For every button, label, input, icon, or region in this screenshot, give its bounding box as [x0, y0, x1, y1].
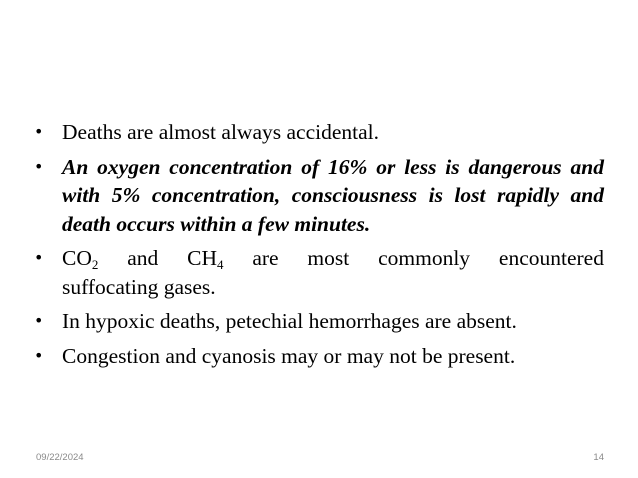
bullet-word: encountered — [498, 246, 604, 270]
bullet-item-accidental — [34, 118, 604, 147]
bullet-dot-icon: • — [34, 345, 44, 365]
footer-date: 09/22/2024 — [36, 452, 84, 463]
bullet-dot-icon: • — [34, 156, 44, 176]
bullet-line-gases — [62, 244, 604, 273]
formula-co2: $CO_2$ — [62, 246, 99, 272]
bullet-item-petechial — [34, 307, 604, 336]
bullet-text: Congestion and cyanosis may or may not be present. — [62, 343, 516, 368]
bullet-text: Deaths are almost always accidental. — [62, 120, 379, 144]
bullet-dot-icon: • — [34, 248, 44, 267]
bullet-list — [34, 118, 604, 376]
bullet-word: are — [252, 246, 279, 270]
bullet-item-oxygen-concentration — [34, 153, 604, 239]
bullet-text: An oxygen concentration of 16% or less is dangerous and with 5% concentration, consciousness is lost rapidly and death occurs within a few minutes. — [62, 154, 604, 236]
bullet-item-suffocating-gases — [34, 244, 604, 301]
bullet-word: and — [127, 246, 159, 270]
bullet-dot-icon: • — [34, 311, 44, 330]
formula-ch4: $CH_4$ — [187, 246, 224, 272]
bullet-text: In hypoxic deaths, petechial hemorrhages are absent. — [62, 309, 517, 333]
bullet-word: commonly — [378, 246, 471, 270]
bullet-word: most — [307, 246, 350, 270]
bullet-line-continuation: suffocating gases. — [62, 274, 216, 299]
bullet-item-congestion — [34, 342, 604, 371]
bullet-dot-icon: • — [34, 122, 44, 141]
footer-page-number: 14 — [593, 452, 604, 463]
